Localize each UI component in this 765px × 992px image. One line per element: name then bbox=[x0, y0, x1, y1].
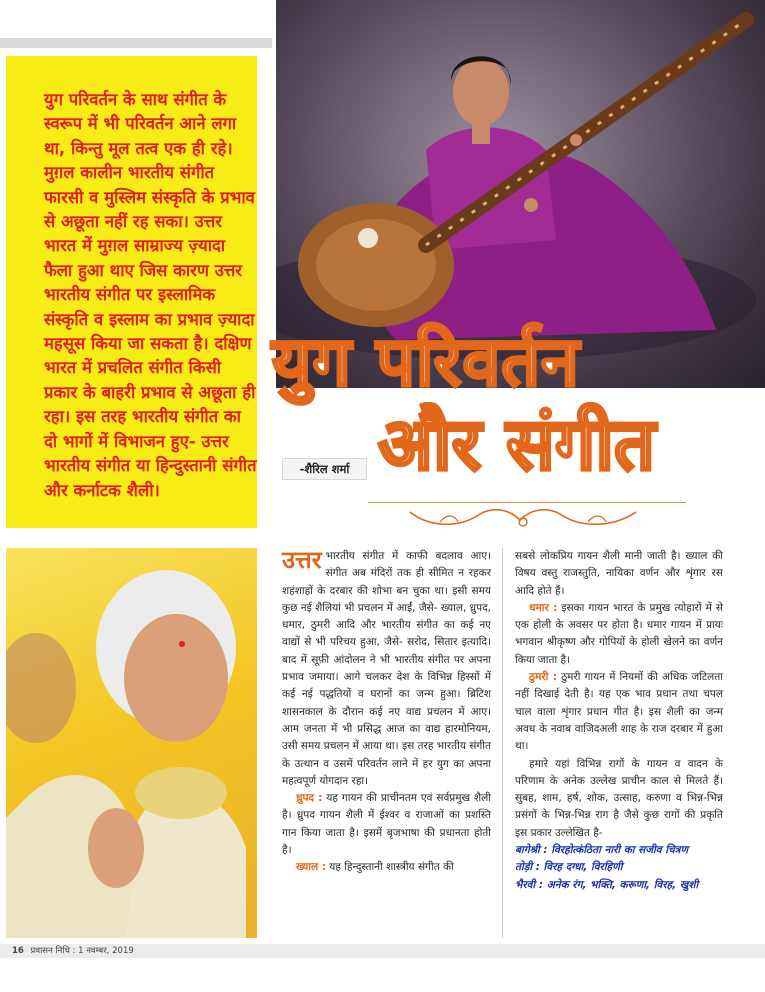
headline-line-2: और संगीत bbox=[378, 402, 656, 486]
top-bar bbox=[0, 38, 272, 48]
singer-photo bbox=[6, 548, 257, 938]
drop-cap: उत्तर bbox=[282, 546, 322, 574]
col2-para-1: सबसे लोकप्रिय गायन शैली मानी जाती है। ख्याल की विषय वस्तु राजस्तुति, नायिका वर्णन और शृंगार रस आदि होते हैं। bbox=[515, 550, 723, 597]
raga-bageshri: बागेश्री : विरहोत्कंठिता नारी का सजीव चित्रण bbox=[515, 844, 689, 857]
headline-rule bbox=[368, 502, 686, 503]
col2-para-2: हमारे यहां विभिन्न रागों के गायन व वादन के परिणाम के अनेक उल्लेख प्राचीन काल से मिलते हैं। सुबह, शाम, हर्ष, शोक, उत्साह, करुणा व भिन्न-भिन्न प्रसंगों के भिन्न-भिन्न राग है जैसे कुछ रागों की प्रकृति इस प्रकार उल्लेखित है- bbox=[515, 757, 723, 839]
col1-khayal-text: यह हिन्दुस्तानी शास्त्रीय संगीत की bbox=[329, 861, 454, 874]
term-thumri: ठुमरी : bbox=[529, 671, 557, 684]
term-khayal: ख्याल : bbox=[296, 861, 326, 874]
term-dhamar: धमार : bbox=[529, 601, 558, 614]
col1-para-1: भारतीय संगीत में काफी बदलाव आए। संगीत अब मंदिरों तक ही सीमित न रहकर शहंशाहों के दरबार की शोभा बन चुका था। इसी समय कुछ नई शैलियां भी प्रचलन में आईं, जैसे- ख्याल, ध्रुपद, धमार, ठुमरी आदि और भारतीय संगीत का कई नए वाद्यों से भी परिचय हुआ, जैसे- सरोद, सितार इत्यादि। बाद में सूफ़ी आंदोलन ने भी भारतीय संगीत पर अपना प्रभाव जमाया। आगे चलकर देश के विभिन्न हिस्सों में कई नई पद्धतियों व घरानों का जन्म हुआ। ब्रिटिश शासनकाल के दौरान कई नए वाद्य प्रचलन में आए। आम जनता में भी प्रसिद्ध आज का वाद्य हारमोनियम, उसी समय प्रचलन में आया था। इस तरह भारतीय संगीत के उत्थान व उसमें परिवर्तन लाने में हर युग का अपना महत्वपूर्ण योगदान रहा। bbox=[282, 550, 491, 787]
pull-quote: युग परिवर्तन के साथ संगीत के स्वरूप में भी परिवर्तन आने लगा था, किन्तु मूल तत्व एक ही रहे। मुग़ल कालीन भारतीय संगीत फारसी व मुस्लिम संस्कृति के प्रभाव से अछूता नहीं रह सका। उत्तर भारत में मुग़ल साम्राज्य ज़्यादा फैला हुआ थाए जिस कारण उत्तर भारतीय संगीत पर इस्लामिक संस्कृति व इस्लाम का प्रभाव ज़्यादा महसूस किया जा सकता है। दक्षिण भारत में प्रचलित संगीत किसी प्रकार के बाहरी प्रभाव से अछूता ही रहा। इस तरह भारतीय संगीत का दो भागों में विभाजन हुए- उत्तर भारतीय संगीत या हिन्दुस्तानी संगीत और कर्नाटक शैली। bbox=[44, 90, 257, 500]
col2-thumri-text: ठुमरी गायन में नियमों की अधिक जटिलता नहीं दिखाई देती है। यह एक भाव प्रधान तथा चपल चाल वाला शृंगार प्रधान गीत है। इस शैली का जन्म अवध के नवाब वाजिदअली शाह के राज दरबार में हुआ था। bbox=[515, 671, 723, 753]
raga-todi: तोड़ी : विरह दग्धा, विरहिणी bbox=[515, 861, 623, 874]
article-column-2 bbox=[515, 548, 723, 894]
col1-dhrupad-text: यह गायन की प्राचीनतम एवं सर्वप्रमुख शैली है। ध्रुपद गायन शैली में ईश्वर व राजाओं का प्रशस्ति गान किया जाता है। इसमें बृजभाषा की प्रधानता होती है। bbox=[282, 792, 491, 857]
footer bbox=[12, 944, 134, 958]
footer-text: प्रवासन निधि : 1 नवम्बर, 2019 bbox=[30, 946, 134, 956]
author-byline: -शैरिल शर्मा bbox=[282, 458, 367, 480]
headline-line-1: युग परिवर्तन bbox=[272, 323, 580, 402]
term-dhrupad: ध्रुपद : bbox=[296, 792, 323, 805]
ornament-divider bbox=[400, 504, 646, 534]
singer-illustration bbox=[6, 548, 257, 938]
column-divider bbox=[502, 548, 503, 938]
page-number: 16 bbox=[12, 946, 24, 956]
article-column-1 bbox=[282, 548, 491, 877]
raga-bhairavi: भैरवी : अनेक रंग, भक्ति, करूणा, विरह, खुशी bbox=[515, 878, 699, 891]
col2-dhamar-text: इसका गायन भारत के प्रमुख त्योहारों में से एक होली के अवसर पर होता है। धमार गायन में प्रायः भगवान श्रीकृष्ण और गोपियों के होली खेलने का वर्णन किया जाता है। bbox=[515, 601, 724, 666]
